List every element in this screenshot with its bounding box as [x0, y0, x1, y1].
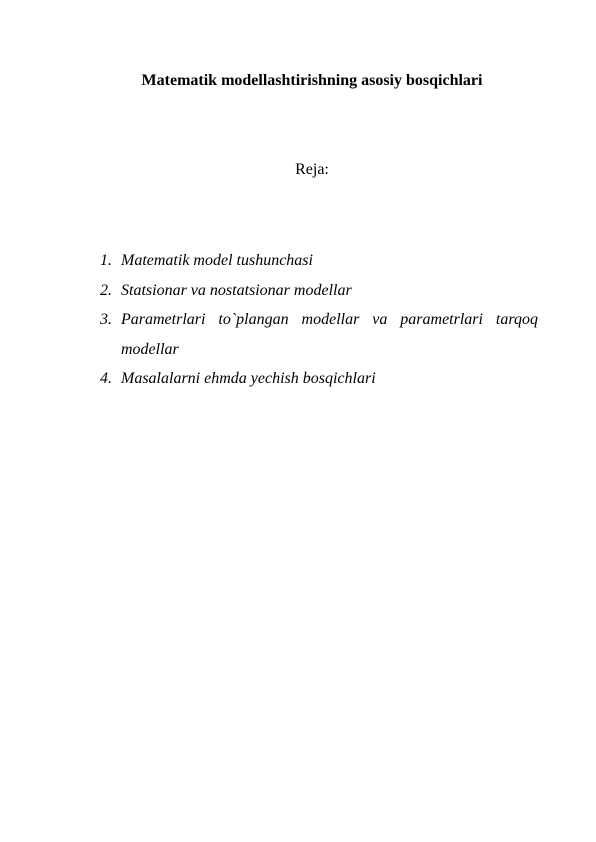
list-item-text: Masalalarni ehmda yechish bosqichlari — [121, 370, 376, 387]
document-title: Matematik modellashtirishning asosiy bosqichlari — [141, 72, 483, 89]
list-item — [100, 246, 538, 276]
list-item-number: 4. — [100, 370, 112, 387]
list-item-text: Parametrlari to`plangan modellar va parametrlari tarqoq modellar — [121, 311, 538, 358]
plan-heading: Reja: — [295, 161, 329, 178]
list-item — [100, 305, 538, 364]
list-item — [100, 364, 538, 394]
list-item-number: 2. — [100, 281, 112, 299]
plan-list — [100, 246, 538, 394]
list-item-text: Matematik model tushunchasi — [121, 252, 313, 269]
list-item-text: Statsionar va nostatsionar modellar — [121, 281, 352, 299]
list-item-number: 3. — [100, 311, 112, 328]
list-item — [100, 276, 538, 306]
list-item-number: 1. — [100, 252, 112, 269]
